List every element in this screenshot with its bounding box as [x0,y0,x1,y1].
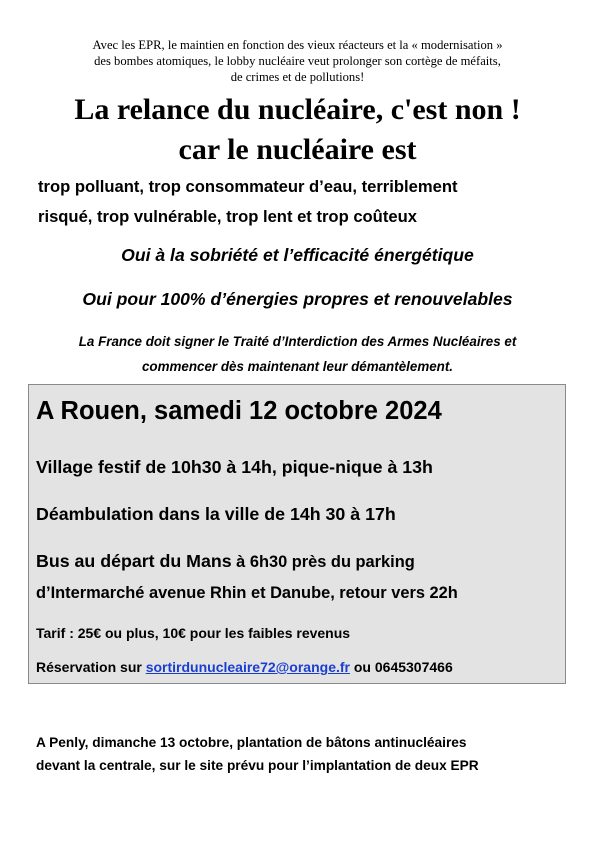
event-box [28,384,566,684]
headline-subtitle: car le nucléaire est [178,133,417,166]
event-tarif: Tarif : 25€ ou plus, 10€ pour les faibles revenus [36,625,351,641]
intro-line: Avec les EPR, le maintien en fonction des vieux réacteurs et la « modernisation » [92,38,503,52]
reservation-email-link[interactable]: sortirdunucleaire72@orange.fr [145,659,350,675]
headline-title: La relance du nucléaire, c'est non ! [74,93,521,126]
slogan-renouvelables: Oui pour 100% d’énergies propres et renouvelables [82,289,513,309]
intro-paragraph [30,37,565,85]
reasons-line: trop polluant, trop consommateur d’eau, terriblement [38,177,458,196]
reasons-paragraph [38,172,568,232]
treaty-line: commencer dès maintenant leur démantèlement. [141,359,454,374]
event-reservation [36,657,453,677]
reservation-label: Réservation sur [36,659,146,675]
reservation-phone: 0645307466 [374,659,453,675]
event-city-date: A Rouen, samedi 12 octobre 2024 [36,397,442,425]
reasons-line: risqué, trop vulnérable, trop lent et trop coûteux [38,207,417,226]
event-bus-line [36,549,415,574]
penly-line: A Penly, dimanche 13 octobre, plantation de bâtons antinucléaires [36,735,467,750]
penly-line: devant la centrale, sur le site prévu pour l’implantation de deux EPR [36,758,479,773]
bus-detail: à 6h30 près du parking [231,553,415,571]
treaty-line: La France doit signer le Traité d’Interdiction des Armes Nucléaires et [78,334,517,349]
reservation-or: ou [349,659,375,675]
event-village: Village festif de 10h30 à 14h, pique-nique à 13h [36,457,433,477]
intro-line: des bombes atomiques, le lobby nucléaire veut prolonger son cortège de méfaits, [94,54,501,68]
event-bus-line-2: d’Intermarché avenue Rhin et Danube, retour vers 22h [36,584,458,602]
treaty-statement [20,329,575,379]
penly-announcement [36,731,576,777]
intro-line: de crimes et de pollutions! [230,70,365,84]
bus-label: Bus au départ du Mans [36,551,232,571]
slogan-sobriete: Oui à la sobriété et l’efficacité énergétique [121,245,474,265]
event-deambulation: Déambulation dans la ville de 14h 30 à 17h [36,504,396,524]
